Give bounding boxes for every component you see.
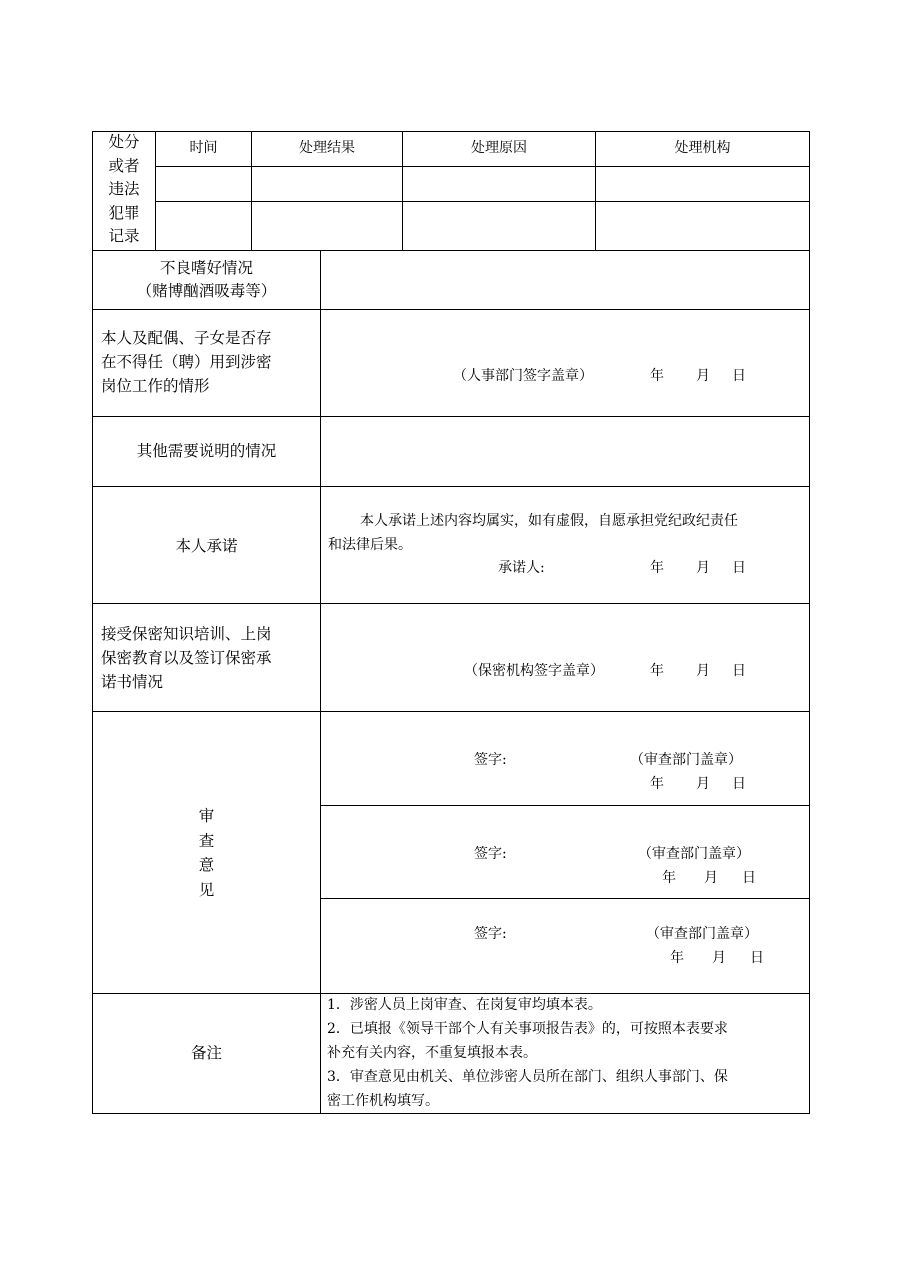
row-line bbox=[92, 993, 810, 994]
date-year-label: 年 bbox=[670, 950, 684, 966]
review-label-line-1: 审 bbox=[198, 807, 215, 825]
training-label-line-2: 保密教育以及签订保密承 bbox=[101, 649, 272, 667]
record-label-line-3: 违法 bbox=[108, 180, 140, 199]
column-header-time: 时间 bbox=[189, 140, 218, 156]
date-month-label: 月 bbox=[712, 950, 726, 966]
date-year-label: 年 bbox=[650, 663, 664, 679]
habits-label-line-2: （赌博酗酒吸毒等） bbox=[136, 282, 277, 300]
record-cell-time-2[interactable] bbox=[156, 202, 251, 250]
date-day-label: 日 bbox=[732, 368, 746, 384]
record-label-line-1: 处分 bbox=[108, 133, 140, 151]
disqualify-label-line-1: 本人及配偶、子女是否存 bbox=[101, 329, 272, 347]
record-cell-result-2[interactable] bbox=[252, 202, 402, 250]
habits-label-line-1: 不良嗜好情况 bbox=[159, 259, 253, 277]
record-cell-reason-2[interactable] bbox=[403, 202, 595, 250]
date-month-label: 月 bbox=[696, 776, 710, 792]
review-signature-label: 签字: bbox=[474, 752, 507, 768]
date-year-label: 年 bbox=[650, 776, 664, 792]
pledge-text-line-2: 和法律后果。 bbox=[328, 537, 412, 553]
pledge-text-line-1: 本人承诺上述内容均属实，如有虚假，自愿承担党纪政纪责任 bbox=[360, 513, 738, 529]
remarks-line-4: 3．审查意见由机关、单位涉密人员所在部门、组织人事部门、保 bbox=[327, 1069, 728, 1085]
other-value-cell[interactable] bbox=[321, 417, 809, 486]
review-label-line-3: 意 bbox=[198, 856, 215, 874]
row-line bbox=[92, 131, 810, 132]
review-signature-label: 签字: bbox=[474, 846, 507, 862]
record-cell-time-1[interactable] bbox=[156, 167, 251, 201]
review-seal-note: （审查部门盖章） bbox=[646, 926, 758, 942]
training-label-line-3: 诺书情况 bbox=[101, 673, 164, 691]
record-label-line-2: 或者 bbox=[108, 156, 140, 175]
pledge-label: 本人承诺 bbox=[175, 537, 238, 555]
review-label-line-4: 见 bbox=[198, 880, 215, 899]
column-header-result: 处理结果 bbox=[299, 140, 355, 156]
record-label-line-4: 犯罪 bbox=[108, 203, 140, 222]
row-line bbox=[92, 711, 810, 712]
record-cell-agency-1[interactable] bbox=[596, 167, 809, 201]
date-day-label: 日 bbox=[732, 663, 746, 679]
date-year-label: 年 bbox=[662, 870, 676, 886]
date-month-label: 月 bbox=[696, 663, 710, 679]
review-seal-note: （审查部门盖章） bbox=[630, 752, 742, 768]
row-line bbox=[92, 309, 810, 310]
row-line bbox=[92, 486, 810, 487]
habits-value-cell[interactable] bbox=[321, 251, 809, 309]
table-border-right bbox=[809, 131, 810, 1114]
date-day-label: 日 bbox=[750, 950, 764, 966]
disqualify-label-line-3: 岗位工作的情形 bbox=[101, 377, 210, 395]
training-seal-note: （保密机构签字盖章） bbox=[464, 663, 604, 679]
disqualify-seal-note: （人事部门签字盖章） bbox=[453, 368, 593, 384]
date-year-label: 年 bbox=[650, 560, 664, 576]
row-line bbox=[320, 898, 810, 899]
record-cell-result-1[interactable] bbox=[252, 167, 402, 201]
remarks-line-5: 密工作机构填写。 bbox=[327, 1093, 439, 1109]
remarks-label: 备注 bbox=[190, 1044, 222, 1062]
remarks-line-3: 补充有关内容，不重复填报本表。 bbox=[327, 1045, 537, 1061]
date-month-label: 月 bbox=[704, 870, 718, 886]
record-cell-agency-2[interactable] bbox=[596, 202, 809, 250]
date-month-label: 月 bbox=[696, 368, 710, 384]
review-label-line-2: 查 bbox=[198, 831, 215, 850]
row-line bbox=[92, 1113, 810, 1114]
record-label-line-5: 记录 bbox=[108, 227, 140, 246]
date-day-label: 日 bbox=[732, 560, 746, 576]
review-seal-note: （审查部门盖章） bbox=[638, 846, 750, 862]
remarks-line-1: 1．涉密人员上岗审查、在岗复审均填本表。 bbox=[327, 997, 602, 1013]
date-day-label: 日 bbox=[732, 776, 746, 792]
col-line bbox=[320, 250, 321, 1114]
row-line bbox=[320, 805, 810, 806]
row-line bbox=[92, 603, 810, 604]
date-day-label: 日 bbox=[742, 870, 756, 886]
disqualify-label-line-2: 在不得任（聘）用到涉密 bbox=[101, 353, 272, 371]
pledge-signer-label: 承诺人: bbox=[498, 560, 545, 576]
other-label: 其他需要说明的情况 bbox=[136, 442, 277, 460]
remarks-line-2: 2．已填报《领导干部个人有关事项报告表》的，可按照本表要求 bbox=[327, 1021, 728, 1037]
column-header-agency: 处理机构 bbox=[674, 140, 731, 156]
record-cell-reason-1[interactable] bbox=[403, 167, 595, 201]
training-label-line-1: 接受保密知识培训、上岗 bbox=[101, 625, 272, 643]
review-signature-label: 签字: bbox=[474, 926, 507, 942]
date-year-label: 年 bbox=[650, 368, 664, 384]
column-header-reason: 处理原因 bbox=[471, 140, 527, 156]
date-month-label: 月 bbox=[696, 560, 710, 576]
